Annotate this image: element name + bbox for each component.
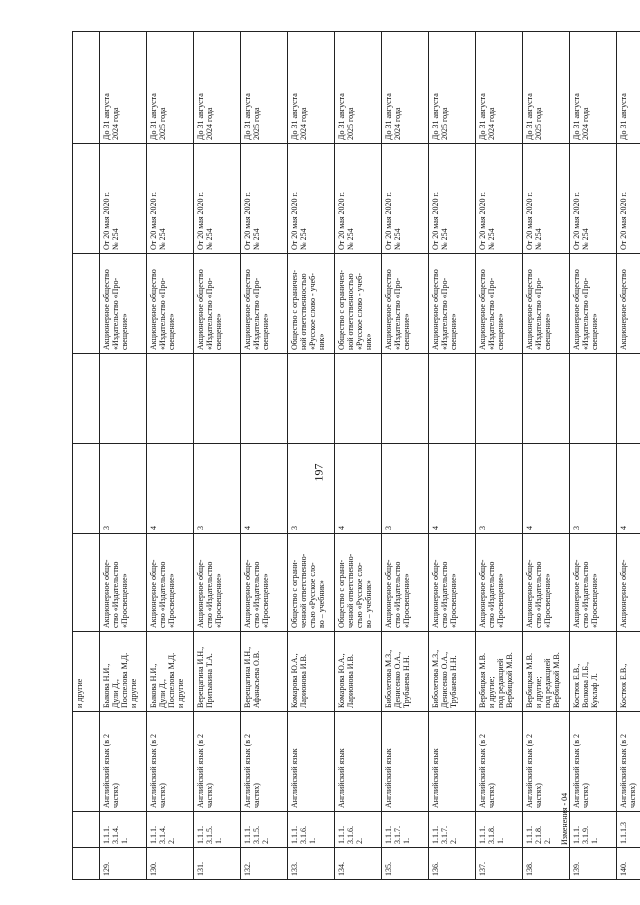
cell-subject: Английский язык (в 2 частях) bbox=[523, 712, 570, 812]
cell-until: До 31 августа 2024 года bbox=[194, 32, 241, 144]
cell-authors: Быкова Н.И., Дули Д., Поспелова М.Д. и другие bbox=[100, 632, 147, 712]
cell-publisher: Общество с ограни- ченной ответственно- стью «Русское сло- во – учебник» bbox=[335, 534, 382, 632]
cell-extra bbox=[523, 354, 570, 444]
cell-order: От 20 мая 2020 г. № 254 bbox=[382, 144, 429, 254]
cell-order: От 20 мая 2020 г. № 254 bbox=[100, 144, 147, 254]
cell-extra bbox=[147, 354, 194, 444]
cell-org: Акционерное общество «Издательство «Про- свещение» bbox=[241, 254, 288, 354]
cell-publisher: Акционерное обще- bbox=[617, 534, 640, 632]
page-number: 197 bbox=[311, 463, 326, 482]
cell-num: 136. bbox=[429, 848, 476, 880]
cell-publisher: Акционерное обще- ство «Издательство «Просвещение» bbox=[476, 534, 523, 632]
table-row bbox=[194, 32, 241, 880]
cell-code: 1.1.1. 3.1.7. 1. bbox=[382, 812, 429, 848]
cell-num: 134. bbox=[335, 848, 382, 880]
document-table bbox=[72, 31, 640, 880]
cell-grade: 4 bbox=[147, 444, 194, 534]
cell-authors: Верещагина И.Н., Притыкина Т.А. bbox=[194, 632, 241, 712]
cell-org: Акционерное общество «Издательство «Про- свещение» bbox=[382, 254, 429, 354]
table-row bbox=[241, 32, 288, 880]
cell-grade: 4 bbox=[617, 444, 640, 534]
cell-code: 1.1.1. 2.1.8. 2. bbox=[523, 812, 570, 848]
cell-until: До 31 августа 2025 года bbox=[241, 32, 288, 144]
cell-until: До 31 августа 2024 года bbox=[476, 32, 523, 144]
cell-authors: Костюк Е.В., Волкова Л.Б., Куклаф Л. bbox=[570, 632, 617, 712]
cell-subject: Английский язык bbox=[335, 712, 382, 812]
cell-subject: Английский язык bbox=[429, 712, 476, 812]
cell-extra bbox=[100, 354, 147, 444]
cell-code: 1.1.1. 3.1.9. 1. bbox=[570, 812, 617, 848]
cell-grade: 3 bbox=[288, 444, 335, 534]
table-row bbox=[100, 32, 147, 880]
cell-org: Акционерное общество «Издательство «Про- свещение» bbox=[476, 254, 523, 354]
cell-extra bbox=[382, 354, 429, 444]
cell-until: До 31 августа 2024 года bbox=[570, 32, 617, 144]
cell-org: Акционерное общество «Издательство «Про- свещение» bbox=[429, 254, 476, 354]
cell-subject: Английский язык (в 2 частях) bbox=[241, 712, 288, 812]
cell-order: От 20 мая 2020 г. № 254 bbox=[335, 144, 382, 254]
table-row bbox=[382, 32, 429, 880]
cell-num: 138. bbox=[523, 848, 570, 880]
cell-code: 1.1.1. 3.1.4. 1. bbox=[100, 812, 147, 848]
continued-authors-cell: и другие bbox=[73, 632, 100, 712]
cell-grade: 3 bbox=[476, 444, 523, 534]
cell-org: Общество с ограничен- ной ответственностью «Русское слово - учеб- ник» bbox=[335, 254, 382, 354]
cell-code: 1.1.1. 3.1.6. 2. bbox=[335, 812, 382, 848]
cell-code: 1.1.1. 3.1.6. 1. bbox=[288, 812, 335, 848]
cell-extra bbox=[570, 354, 617, 444]
cell-until: До 31 августа 2024 года bbox=[382, 32, 429, 144]
cell-publisher: Акционерное обще- ство «Издательство «Просвещение» bbox=[241, 534, 288, 632]
cell-subject: Английский язык (в 2 частях) bbox=[194, 712, 241, 812]
cell-order: От 20 мая 2020 г. № 254 bbox=[429, 144, 476, 254]
cell-num: 130. bbox=[147, 848, 194, 880]
cell-authors: Комарова Ю.А., Ларионова И.В. bbox=[288, 632, 335, 712]
cell-num: 129. bbox=[100, 848, 147, 880]
cell-publisher: Акционерное обще- ство «Издательство «Просвещение» bbox=[570, 534, 617, 632]
cell-until: До 31 августа 2025 года bbox=[429, 32, 476, 144]
footer-note: Изменения - 04 bbox=[560, 792, 569, 845]
cell-until: До 31 августа 2024 года bbox=[100, 32, 147, 144]
cell-num: 137. bbox=[476, 848, 523, 880]
cell-code: 1.1.1.3 bbox=[617, 812, 640, 848]
cell-code: 1.1.1. 3.1.7. 2. bbox=[429, 812, 476, 848]
cell-num: 135. bbox=[382, 848, 429, 880]
table-body bbox=[73, 32, 640, 880]
cell-subject: Английский язык bbox=[382, 712, 429, 812]
cell-order: От 20 мая 2020 г. № 254 bbox=[194, 144, 241, 254]
cell-order: От 20 мая 2020 г. № 254 bbox=[288, 144, 335, 254]
cell-until: До 31 августа 2024 года bbox=[288, 32, 335, 144]
cell-order: От 20 мая 2020 г. № 254 bbox=[570, 144, 617, 254]
cell-org: Акционерное общество «Издательство «Про- свещение» bbox=[194, 254, 241, 354]
cell-subject: Английский язык (в 2 частях) bbox=[476, 712, 523, 812]
cell-extra bbox=[288, 354, 335, 444]
cell-subject: Английский язык (в 2 частях) bbox=[570, 712, 617, 812]
cell-publisher: Акционерное обще- ство «Издательство «Просвещение» bbox=[100, 534, 147, 632]
cell-code: 1.1.1. 3.1.5. 1. bbox=[194, 812, 241, 848]
cell-code: 1.1.1. 3.1.8. 1. bbox=[476, 812, 523, 848]
cell-publisher: Акционерное обще- ство «Издательство «Просвещение» bbox=[147, 534, 194, 632]
cell-code: 1.1.1. 3.1.4. 2. bbox=[147, 812, 194, 848]
cell-order: От 20 мая 2020 г. № 254 bbox=[241, 144, 288, 254]
cell-publisher: Общество с ограни- ченной ответственно- стью «Русское сло- во – учебник» bbox=[288, 534, 335, 632]
cell-authors: Костюк Е.В., bbox=[617, 632, 640, 712]
cell-num: 140. bbox=[617, 848, 640, 880]
cell-subject: Английский язык (в 2 частях) bbox=[617, 712, 640, 812]
cell-extra bbox=[617, 354, 640, 444]
cell-extra bbox=[335, 354, 382, 444]
table-row bbox=[617, 32, 640, 880]
cell-extra bbox=[194, 354, 241, 444]
cell-num: 131. bbox=[194, 848, 241, 880]
cell-authors: Верещагина И.Н., Афанасьева О.В. bbox=[241, 632, 288, 712]
cell-publisher: Акционерное обще- ство «Издательство «Просвещение» bbox=[382, 534, 429, 632]
cell-num: 132. bbox=[241, 848, 288, 880]
table-row bbox=[147, 32, 194, 880]
textbook-list-table bbox=[72, 32, 637, 880]
table-row bbox=[570, 32, 617, 880]
cell-code: 1.1.1. 3.1.5. 2. bbox=[241, 812, 288, 848]
cell-order: От 20 мая 2020 г. № 254 bbox=[523, 144, 570, 254]
cell-publisher: Акционерное обще- ство «Издательство «Просвещение» bbox=[429, 534, 476, 632]
table-row bbox=[335, 32, 382, 880]
cell-subject: Английский язык (в 2 частях) bbox=[100, 712, 147, 812]
cell-until: До 31 августа 2025 года bbox=[147, 32, 194, 144]
cell-org: Общество с ограничен- ной ответственностью «Русское слово - учеб- ник» bbox=[288, 254, 335, 354]
cell-extra bbox=[429, 354, 476, 444]
cell-extra bbox=[476, 354, 523, 444]
table-row bbox=[429, 32, 476, 880]
cell-grade: 4 bbox=[523, 444, 570, 534]
cell-grade: 3 bbox=[382, 444, 429, 534]
cell-org: Акционерное общество «Издательство «Про- свещение» bbox=[570, 254, 617, 354]
cell-authors: Вербицкая М.В. и другие; под редакцией Вербицкой М.В. bbox=[523, 632, 570, 712]
cell-grade: 3 bbox=[194, 444, 241, 534]
cell-until: До 31 августа 2025 года bbox=[335, 32, 382, 144]
cell-authors: Вербицкая М.В. и другие; под редакцией Вербицкой М.В. bbox=[476, 632, 523, 712]
cell-publisher: Акционерное обще- ство «Издательство «Просвещение» bbox=[194, 534, 241, 632]
cell-authors: Биболетова М.З., Денисенко О.А., Трубанева Н.Н. bbox=[382, 632, 429, 712]
cell-extra bbox=[241, 354, 288, 444]
cell-subject: Английский язык bbox=[288, 712, 335, 812]
cell-until: До 31 августа bbox=[617, 32, 640, 144]
cell-publisher: Акционерное обще- ство «Издательство «Просвещение» bbox=[523, 534, 570, 632]
cell-subject: Английский язык (в 2 частях) bbox=[147, 712, 194, 812]
cell-authors: Комарова Ю.А., Ларионова И.В. bbox=[335, 632, 382, 712]
cell-num: 133. bbox=[288, 848, 335, 880]
cell-authors: Быкова Н.И., Дули Д., Поспелова М.Д. и другие bbox=[147, 632, 194, 712]
cell-until: До 31 августа 2025 года bbox=[523, 32, 570, 144]
cell-order: От 20 мая 2020 г. № 254 bbox=[476, 144, 523, 254]
cell-order: От 20 мая 2020 г. bbox=[617, 144, 640, 254]
cell-grade: 3 bbox=[100, 444, 147, 534]
table-row bbox=[523, 32, 570, 880]
cell-grade: 3 bbox=[570, 444, 617, 534]
continued-row bbox=[73, 32, 100, 880]
table-row bbox=[476, 32, 523, 880]
cell-num: 139. bbox=[570, 848, 617, 880]
cell-grade: 4 bbox=[241, 444, 288, 534]
table-row bbox=[288, 32, 335, 880]
cell-org: Акционерное общество «Издательство «Про- свещение» bbox=[100, 254, 147, 354]
cell-grade: 4 bbox=[335, 444, 382, 534]
cell-org: Акционерное общество «Издательство «Про- свещение» bbox=[523, 254, 570, 354]
cell-grade: 4 bbox=[429, 444, 476, 534]
cell-authors: Биболетова М.З., Денисенко О.А., Трубанева Н.Н. bbox=[429, 632, 476, 712]
cell-org: Акционерное общество «Издательство «Про- свещение» bbox=[147, 254, 194, 354]
cell-order: От 20 мая 2020 г. № 254 bbox=[147, 144, 194, 254]
cell-org: Акционерное общество bbox=[617, 254, 640, 354]
